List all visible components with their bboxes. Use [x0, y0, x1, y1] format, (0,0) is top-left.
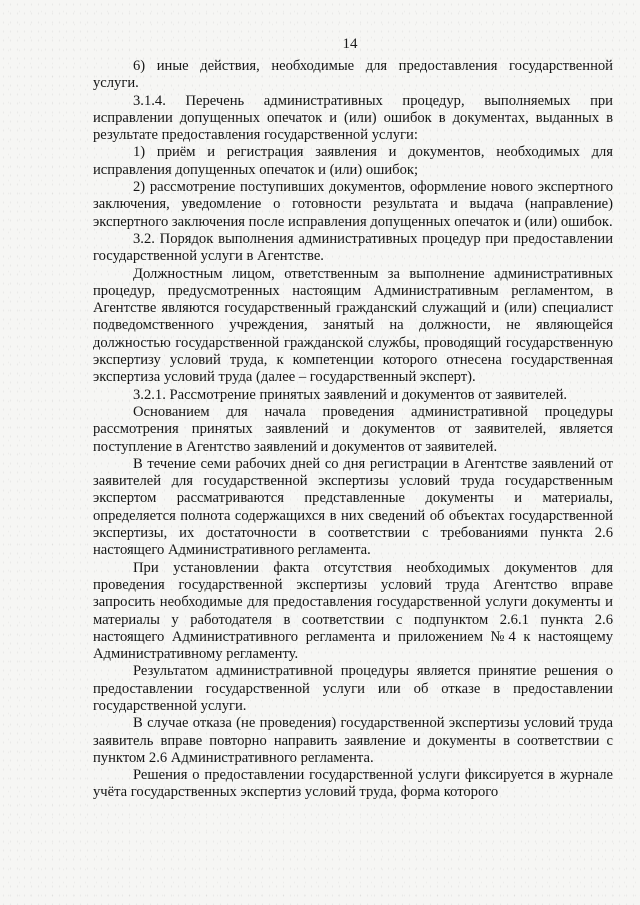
paragraph-item-6: 6) иные действия, необходимые для предоставления государственной услуги.: [93, 58, 613, 92]
paragraph-result: Результатом административной процедуры является принятие решения о предоставлении государственной услуги или об отказе в предоставлении государственной услуги.: [93, 663, 613, 714]
paragraph-seven-days: В течение семи рабочих дней со дня регистрации в Агентстве заявлений от заявителей для государственной экспертизы условий труда государственным экспертом рассматриваются представленные документы и материалы, определяется полнота содержащихся в них сведений об объектах государственной экспертизы, их достаточности в соответствии с требованиями пункта 2.6 настоящего Административного регламента.: [93, 455, 613, 559]
paragraph-responsible-official: Должностным лицом, ответственным за выполнение административных процедур, предусмотренных настоящим Административным регламентом, в Агентстве являются государственный гражданский служащий и (или) специалист подведомственного учреждения, занятый на должности, не являющейся должностью государственной гражданской службы, проводящий государственную экспертизу условий труда, к компетенции которого отнесена государственная экспертиза условий труда (далее – государственный эксперт).: [93, 265, 613, 386]
paragraph-3-2-1: 3.2.1. Рассмотрение принятых заявлений и документов от заявителей.: [133, 386, 568, 403]
paragraph-3-1-4: 3.1.4. Перечень административных процедур, выполняемых при исправлении допущенных опечаток и (или) ошибок в документах, выданных в результате предоставления государственной услуги:: [93, 92, 613, 144]
paragraph-missing-documents: При установлении факта отсутствия необходимых документов для проведения государственной экспертизы условий труда Агентство вправе запросить необходимые для предоставления государственной услуги документы и материалы у работодателя в соответствии с подпунктом 2.6.1 пункта 2.6 настоящего Административного регламента и приложением №4 к настоящему Административному регламенту.: [93, 559, 613, 663]
paragraph-basis: Основанием для начала проведения административной процедуры рассмотрения принятых заявлений и документов от заявителей, является поступление в Агентство заявлений и документов от заявителей.: [93, 403, 613, 455]
paragraph-journal: Решения о предоставлении государственной услуги фиксируется в журнале учёта государственных экспертиз условий труда, форма которого: [93, 767, 613, 801]
paragraph-item-2: 2) рассмотрение поступивших документов, оформление нового экспертного заключения, уведомление о готовности результата и выдача (направление) экспертного заключения после исправления допущенных опечаток и (или) ошибок.: [93, 179, 613, 230]
paragraph-item-1: 1) приём и регистрация заявления и документов, необходимых для исправления допущенных опечаток и (или) ошибок;: [93, 144, 613, 178]
paragraph-refusal: В случае отказа (не проведения) государственной экспертизы условий труда заявитель вправе повторно направить заявление и документы в соответствии с пунктом 2.6 Административного регламента.: [93, 715, 613, 766]
page-number: 14: [342, 36, 358, 52]
document-body: [93, 58, 613, 802]
paragraph-3-2: 3.2. Порядок выполнения административных процедур при предоставлении государственной услуги в Агентстве.: [93, 230, 613, 265]
